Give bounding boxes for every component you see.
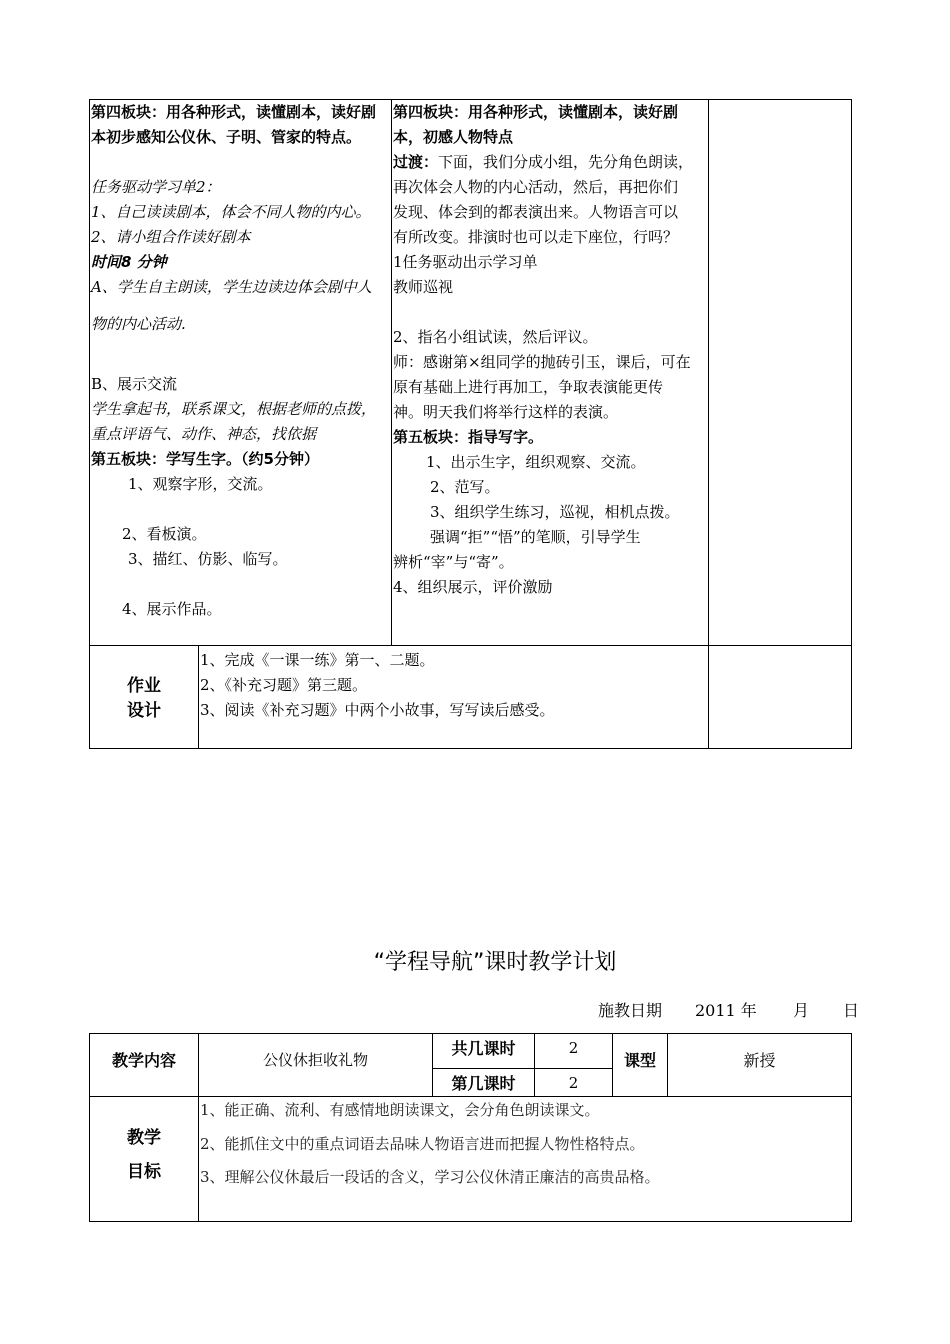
transition-line3: 发现、体会到的都表演出来。人物语言可以 — [393, 203, 679, 221]
task-sheet-title: 任务驱动学习单2： — [91, 178, 221, 196]
transition-line2: 再次体会人物的内心活动，然后，再把你们 — [393, 178, 679, 196]
transition-text: 下面，我们分成小组，先分角色朗读， — [438, 153, 694, 171]
writing-step-2: 2、范写。 — [430, 478, 500, 496]
goals-label-line1: 教学 — [127, 1128, 161, 1148]
total-lessons-value: 2 — [568, 1039, 579, 1057]
date-month: 月 — [793, 1001, 810, 1020]
content-label: 教学内容 — [111, 1051, 176, 1070]
goal-item-1: 1、能正确、流利、有感情地朗读课文，会分角色朗读课文。 — [200, 1101, 600, 1119]
content-value: 公仪休拒收礼物 — [262, 1051, 368, 1069]
teacher-remark-line1: 师：感谢第×组同学的抛砖引玉，课后，可在 — [393, 353, 691, 371]
current-lesson-value: 2 — [568, 1074, 579, 1092]
writing-step-4: 4、组织展示，评价激励 — [393, 578, 553, 596]
block4-heading-line2: 本初步感知公仪休、子明、管家的特点。 — [91, 128, 362, 146]
plan-title: “学程导航”课时教学计划 — [373, 950, 617, 975]
writing-step-1: 1、出示生字，组织观察、交流。 — [426, 453, 646, 471]
task-item-2: 2、请小组合作读好剧本 — [91, 228, 251, 246]
task-item-1: 1、自己读读剧本，体会不同人物的内心。 — [91, 203, 371, 221]
step-1: 1任务驱动出示学习单 — [393, 253, 538, 271]
homework-item-2: 2、《补充习题》第三题。 — [200, 676, 368, 694]
teacher-remark-line3: 神。明天我们将举行这样的表演。 — [393, 403, 619, 421]
step-1: 1、观察字形，交流。 — [128, 475, 273, 493]
writing-step-emphasis-line1: 强调“拒”“悟”的笔顺，引导学生 — [430, 528, 641, 546]
writing-step-emphasis-line2: 辨析“宰”与“寄”。 — [393, 553, 514, 571]
writing-step-3: 3、组织学生练习，巡视，相机点拨。 — [430, 503, 680, 521]
date-year: 2011 年 — [695, 1001, 757, 1020]
homework-label-line1: 作业 — [127, 676, 161, 696]
activity-a-line1: A、学生自主朗读，学生边读边体会剧中人 — [91, 278, 372, 296]
step-2: 2、看板演。 — [122, 525, 207, 543]
activity-b-line2: 重点评语气、动作、神态，找依据 — [91, 425, 317, 443]
activity-b-line1: 学生拿起书，联系课文，根据老师的点拨， — [91, 400, 377, 418]
transition-line4: 有所改变。排演时也可以走下座位，行吗？ — [393, 228, 679, 246]
lesson-type-label: 课型 — [623, 1051, 656, 1070]
goals-label-line2: 目标 — [127, 1162, 161, 1182]
block4-heading-line2: 本，初感人物特点 — [393, 128, 514, 146]
goal-item-2: 2、能抓住文中的重点词语去品味人物语言进而把握人物性格特点。 — [200, 1135, 645, 1153]
block5-heading: 第五板块：学写生字。（约5分钟） — [91, 450, 319, 468]
date-label: 施教日期 — [598, 1001, 663, 1020]
step-4: 4、展示作品。 — [122, 600, 222, 618]
homework-item-3: 3、阅读《补充习题》中两个小故事，写写读后感受。 — [200, 701, 555, 719]
total-lessons-label: 共几课时 — [451, 1039, 516, 1058]
transition-line1 — [393, 150, 693, 175]
step-2: 2、指名小组试读，然后评议。 — [393, 328, 598, 346]
homework-label-line2: 设计 — [127, 701, 161, 721]
activity-b-title: B、展示交流 — [91, 375, 178, 393]
time-note: 时间8 分钟 — [91, 253, 167, 271]
block4-heading-line1: 第四板块：用各种形式，读懂剧本，读好剧 — [393, 103, 679, 121]
date-day: 日 — [843, 1001, 860, 1020]
homework-item-1: 1、完成《一课一练》第一、二题。 — [200, 651, 435, 669]
lesson-type-value: 新授 — [743, 1051, 776, 1070]
block4-heading-line1: 第四板块：用各种形式，读懂剧本，读好剧 — [91, 103, 377, 121]
block5-heading: 第五板块：指导写字。 — [393, 428, 544, 446]
activity-a-line2: 物的内心活动. — [91, 315, 186, 333]
step-3: 3、描红、仿影、临写。 — [128, 550, 288, 568]
teacher-remark-line2: 原有基础上进行再加工，争取表演能更传 — [393, 378, 664, 396]
current-lesson-label: 第几课时 — [451, 1074, 516, 1093]
teacher-patrol: 教师巡视 — [393, 278, 454, 296]
goal-item-3: 3、理解公仪休最后一段话的含义，学习公仪休清正廉洁的高贵品格。 — [200, 1168, 660, 1186]
transition-label: 过渡： — [393, 153, 439, 171]
